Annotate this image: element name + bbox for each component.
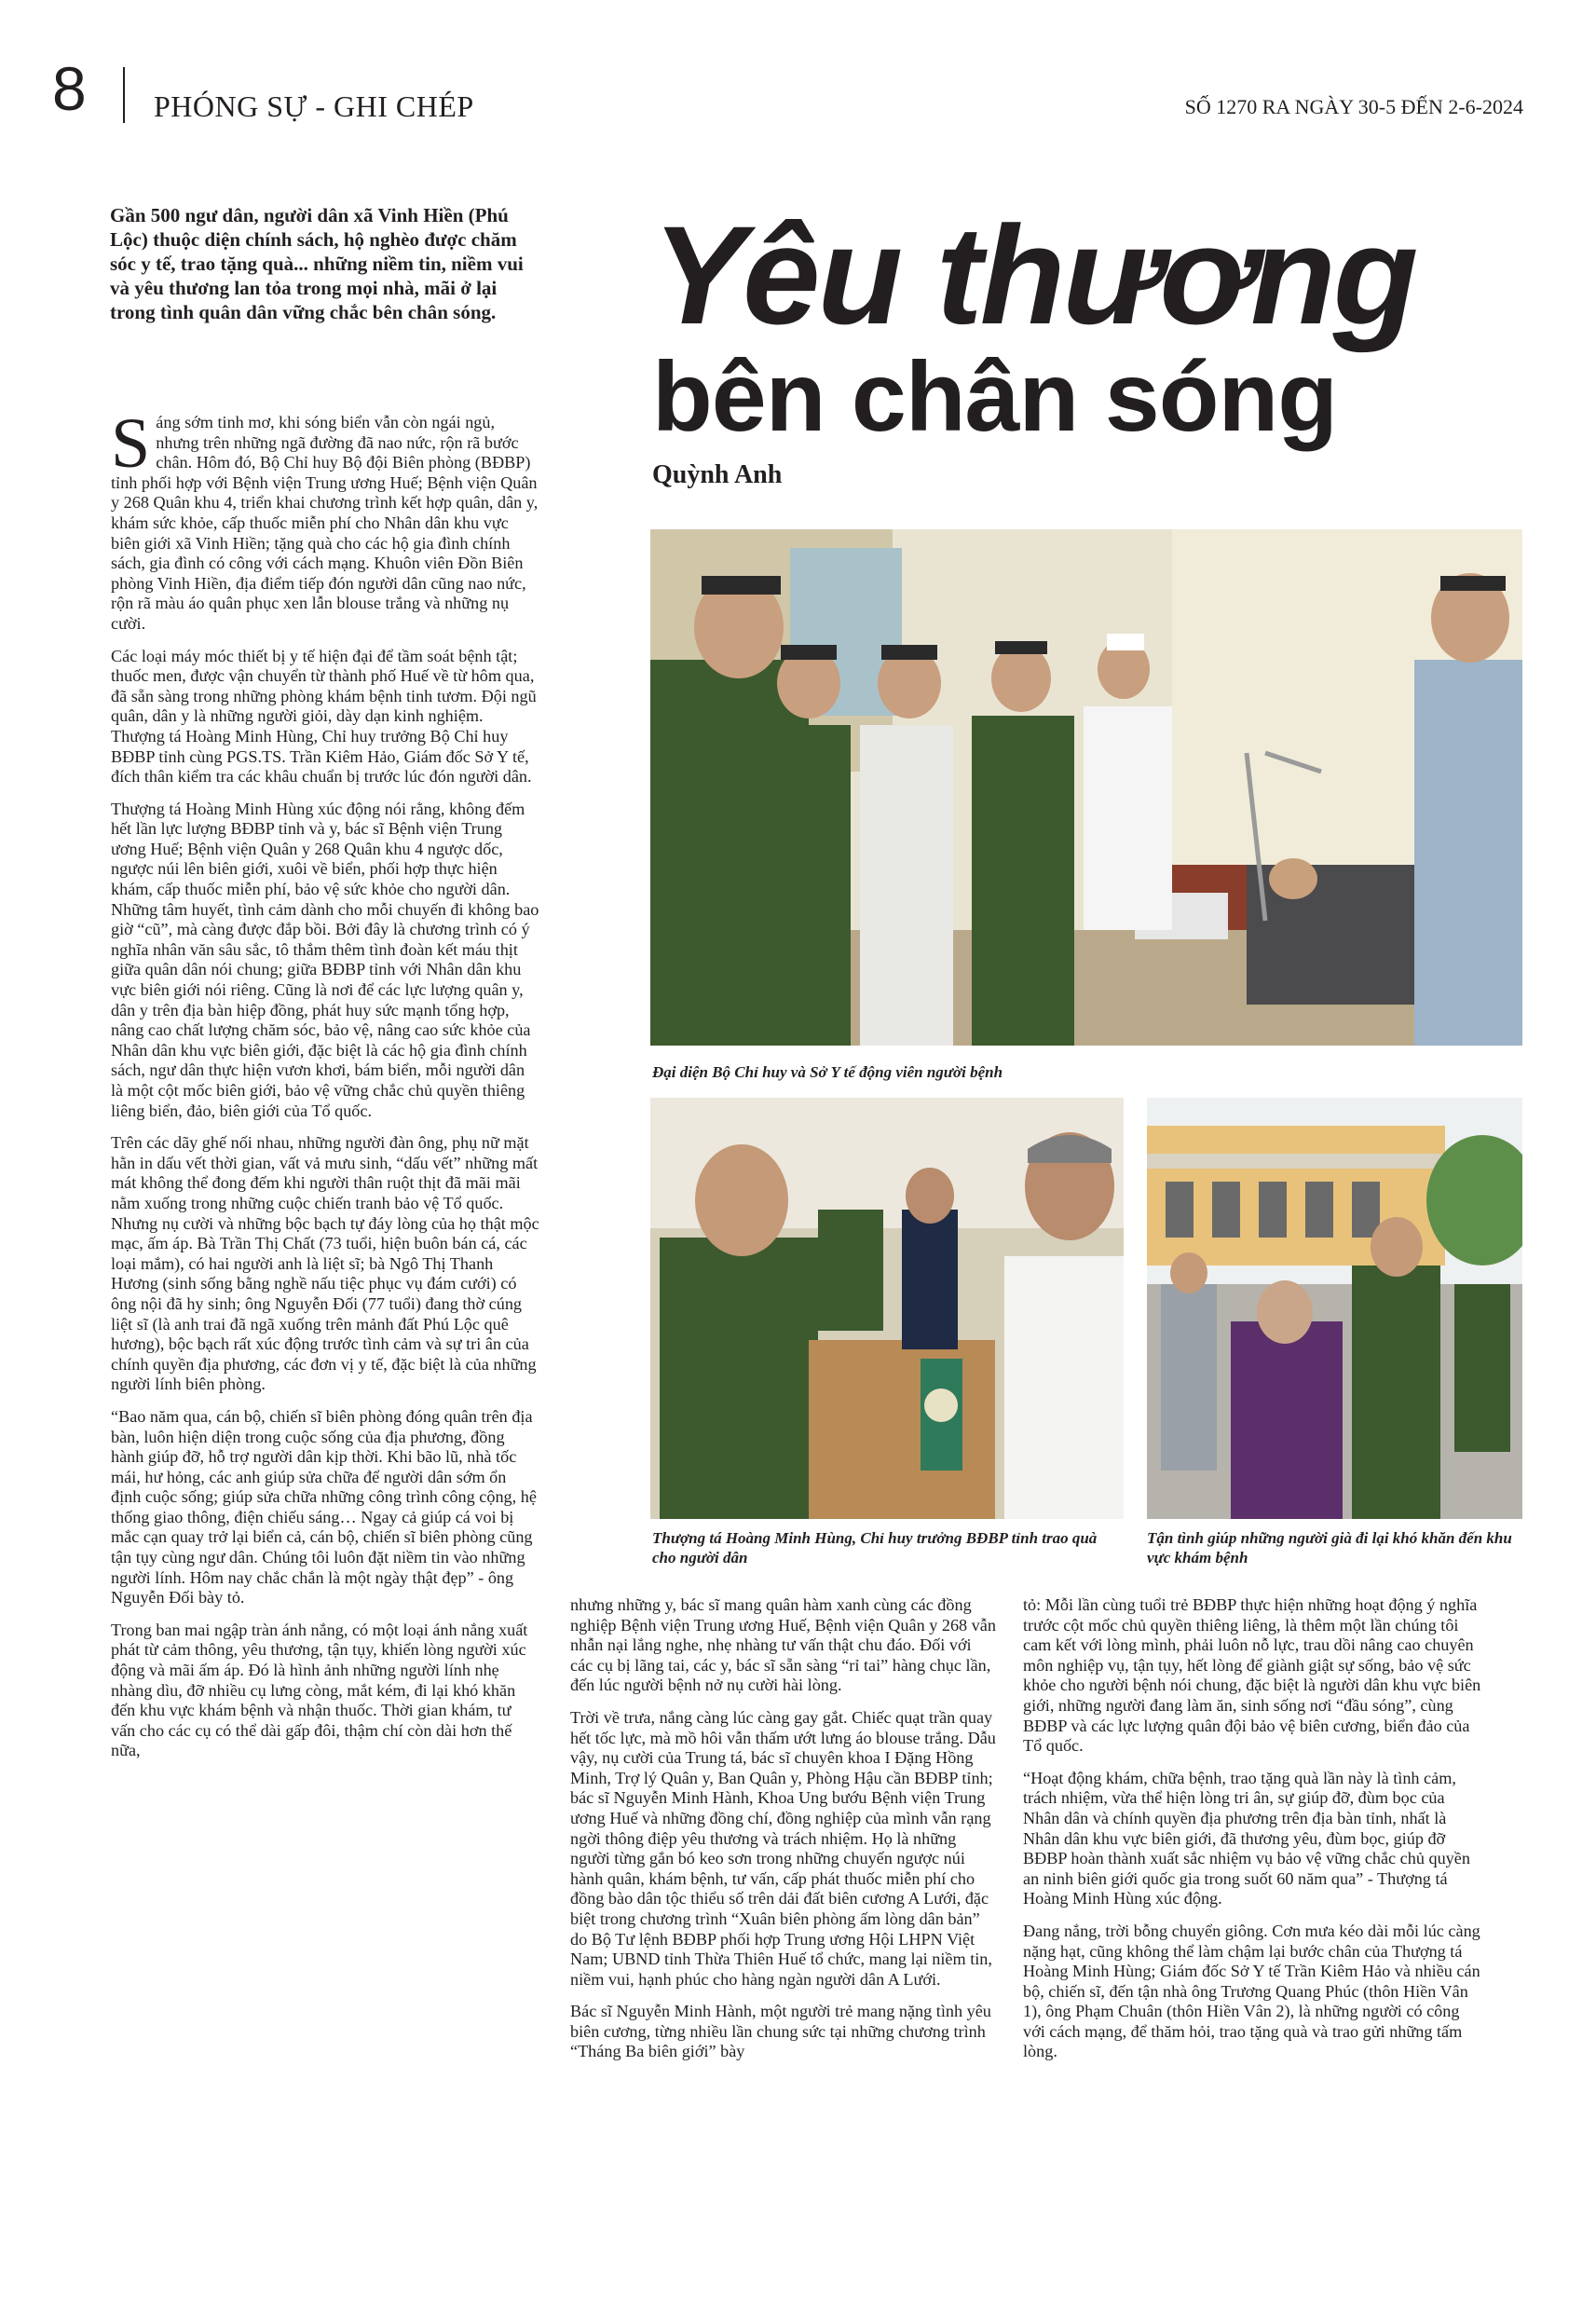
paragraph-text: áng sớm tinh mơ, khi sóng biển vẫn còn ngái ngủ, nhưng trên những ngã đường đã nao nức, rộn rã bước chân. Hôm đó, Bộ Chỉ huy Bộ đội Biên phòng (BĐBP) tỉnh phối hợp với Bệnh viện Trung ương Huế; Bệnh viện Quân y 268 Quân khu 4, triển khai chương trình kết hợp quân, dân y, khám sức khỏe, cấp thuốc miễn phí cho Nhân dân khu vực biên giới xã Vinh Hiền; tặng quà cho các hộ gia đình chính sách, gia đình có công với cách mạng. Khuôn viên Đồn Biên phòng Vinh Hiền, địa điểm tiếp đón người dân cũng nao nức, rộn rã màu áo quân phục xen lẫn blouse trắng và những nụ cười. <box>111 413 539 633</box>
article-title-line-1: Yêu thương <box>652 197 1416 353</box>
article-paragraph: nhưng những y, bác sĩ mang quân hàm xanh cùng các đồng nghiệp Bệnh viện Trung ương Huế, Bệnh viện Quân y 268 vẫn nhẫn nại lắng nghe, nhẹ nhàng tư vấn thật chu đáo. Đối với các cụ bị lãng tai, các y, bác sĩ sẵn sàng “rỉ tai” hàng chục lần, đến lúc người bệnh nở nụ cười hài lòng. <box>570 1595 996 1695</box>
article-paragraph: “Hoạt động khám, chữa bệnh, trao tặng quà lần này là tình cảm, trách nhiệm, vừa thể hiện lòng tri ân, sự giúp đỡ, đùm bọc của Nhân dân và chính quyền địa phương trên địa bàn tỉnh, nhất là Nhân dân khu vực biên giới, đã thương yêu, đùm bọc, giúp đỡ BĐBP hoàn thành xuất sắc nhiệm vụ bảo vệ vững chắc chủ quyền an ninh biên giới quốc gia trong suốt 60 năm qua” - Thượng tá Hoàng Minh Hùng xúc động. <box>1023 1768 1470 1908</box>
article-paragraph: “Bao năm qua, cán bộ, chiến sĩ biên phòng đóng quân trên địa bàn, luôn hiện diện trong cuộc sống của địa phương, đồng hành giúp đỡ, hỗ trợ người dân kịp thời. Khi bão lũ, nhà tốc mái, hư hỏng, các anh giúp sửa chữa để người dân sớm ổn định cuộc sống; giúp sửa chữa những công trình công cộng, hệ thống giao thông, điện chiếu sáng… Ngay cả giúp cá voi bị mắc cạn quay trở lại biển cả, cán bộ, chiến sĩ biên phòng cũng tận tụy cùng ngư dân. Chúng tôi luôn đặt niềm tin vào những người lính. Hôm nay chắc chắn là một ngày thật đẹp” - ông Nguyễn Đối bày tỏ. <box>111 1406 537 1607</box>
article-paragraph: tỏ: Mỗi lần cùng tuổi trẻ BĐBP thực hiện những hoạt động ý nghĩa trước cột mốc chủ quyền thiêng liêng, là thêm một lần chúng tôi cam kết với lòng mình, phải luôn nỗ lực, trau dồi nâng cao chuyên môn nghiệp vụ, tận tụy, hết lòng để giành giật sự sống, bảo vệ sức khỏe cho người bệnh nói chung, đặc biệt là người dân khu vực biên giới, những người đang làm ăn, sinh sống nơi “đầu sóng”, cùng BĐBP và các lực lượng quân đội bảo vệ biên cương, biển đảo của Tổ quốc. <box>1023 1595 1481 1756</box>
photo-caption-1: Đại diện Bộ Chỉ huy và Sở Y tế động viên người bệnh <box>652 1063 1003 1081</box>
issue-info: SỐ 1270 RA NGÀY 30-5 ĐẾN 2-6-2024 <box>1184 95 1523 118</box>
article-paragraph: Bác sĩ Nguyễn Minh Hành, một người trẻ mang nặng tình yêu biên cương, từng nhiều lần chung sức tại những chương trình “Tháng Ba biên giới” bày <box>570 2002 991 2061</box>
article-paragraph-1 <box>111 404 539 635</box>
drop-cap: S <box>111 404 151 483</box>
article-paragraph: Đang nắng, trời bỗng chuyển giông. Cơn mưa kéo dài mỗi lúc càng nặng hạt, cũng không thể làm chậm lại bước chân của Thượng tá Hoàng Minh Hùng; Giám đốc Sở Y tế Trần Kiêm Hảo và nhiều cán bộ, chiến sĩ, đến tận nhà ông Trương Quang Phúc (thôn Hiền Vân 1), ông Phạm Chuân (thôn Hiền Vân 2), là những người có công với cách mạng, để thăm hỏi, trao tặng quà và trao gửi những tấm lòng. <box>1023 1921 1480 2061</box>
section-title: PHÓNG SỰ - GHI CHÉP <box>154 89 474 123</box>
article-column-left <box>111 404 539 1773</box>
page-number: 8 <box>52 54 87 123</box>
article-paragraph: Trời về trưa, nắng càng lúc càng gay gắt. Chiếc quạt trần quay hết tốc lực, mà mồ hôi vẫn thấm ướt lưng áo blouse trắng. Dẫu vậy, nụ cười của Trung tá, bác sĩ chuyên khoa I Đặng Hồng Minh, Trợ lý Quân y, Ban Quân y, Phòng Hậu cần BĐBP tỉnh; bác sĩ Nguyễn Minh Hành, Khoa Ung bướu Bệnh viện Trung ương Huế và những đồng chí, đồng nghiệp của mình vẫn rạng ngời thông điệp yêu thương và trách nhiệm. Họ là những người từng gắn bó keo sơn trong những chuyến ngược núi hành quân, khám bệnh, tư vấn, cấp phát thuốc miễn phí cho đồng bào dân tộc thiểu số trên dải đất biên cương A Lưới, đặc biệt trong chương trình “Xuân biên phòng ấm lòng dân bản” do Bộ Tư lệnh BĐBP phối hợp Trung ương Hội LHPN Việt Nam; UBND tỉnh Thừa Thiên Huế tổ chức, mang lại niềm tin, niềm vui, hạnh phúc cho hàng ngàn người dân A Lưới. <box>570 1707 996 1989</box>
article-paragraph: Các loại máy móc thiết bị y tế hiện đại để tầm soát bệnh tật; thuốc men, được vận chuyển từ thành phố Huế về từ hôm qua, đã sẵn sàng trong những phòng khám bệnh tinh tươm. Đội ngũ quân, dân y là những người giỏi, dày dạn kinh nghiệm. Thượng tá Hoàng Minh Hùng, Chỉ huy trưởng Bộ Chỉ huy BĐBP tỉnh cùng PGS.TS. Trần Kiêm Hảo, Giám đốc Sở Y tế, đích thân kiểm tra các khâu chuẩn bị trước lúc đón người dân. <box>111 646 537 787</box>
photo-caption-3: Tận tình giúp những người già đi lại khó khăn đến khu vực khám bệnh <box>1147 1529 1512 1566</box>
article-paragraph: Trên các dãy ghế nối nhau, những người đàn ông, phụ nữ mặt hằn in dấu vết thời gian, vất vả mưu sinh, “dấu vết” những mất mát không thể đong đếm khi người thân ruột thịt đã mãi mãi nằm xuống trong những cuộc chiến tranh bảo vệ Tổ quốc. Nhưng nụ cười và những bộc bạch tự đáy lòng của họ thật mộc mạc, ấm áp. Bà Trần Thị Chất (73 tuổi, hiện buôn bán cá, các loại mắm), có hai người anh là liệt sĩ; bà Ngô Thị Thanh Hương (sinh sống bằng nghề nấu tiệc phục vụ đám cưới) có ông nội đã hy sinh; ông Nguyễn Đối (77 tuổi) đang thờ cúng liệt sĩ (là anh trai đã ngã xuống trên mảnh đất Phú Lộc quê hương), bộc bạch rất xúc động trước tình cảm và sự tri ân của chính quyền địa phương, các đơn vị y tế, đặc biệt là của những người lính biên phòng. <box>111 1133 539 1394</box>
article-lead: Gần 500 ngư dân, người dân xã Vinh Hiền (Phú Lộc) thuộc diện chính sách, hộ nghèo được chăm sóc y tế, trao tặng quà... những niềm tin, niềm vui và yêu thương lan tỏa trong mọi nhà, mãi ở lại trong tình quân dân vững chắc bên chân sóng. <box>110 204 524 323</box>
article-paragraph: Trong ban mai ngập tràn ánh nắng, có một loại ánh nắng xuất phát từ cảm thông, yêu thương, tận tụy, khiến lòng người xúc động và mãi ấm áp. Đó là hình ảnh những người lính nhẹ nhàng dìu, đỡ nhiều cụ lưng còng, mắt kém, đi lại khó khăn đến khu vực khám bệnh và nhận thuốc. Thời gian khám, tư vấn cho các cụ có thể dài gấp đôi, thậm chí còn dài hơn thế nữa, <box>111 1620 528 1760</box>
article-column-right <box>1023 1595 1485 2074</box>
photo-medical-visit <box>650 529 1522 1046</box>
photo-caption-2: Thượng tá Hoàng Minh Hùng, Chỉ huy trưởng BĐBP tỉnh trao quà cho người dân <box>652 1529 1098 1566</box>
article-title-line-2: bên chân sóng <box>652 342 1337 452</box>
article-byline: Quỳnh Anh <box>652 460 783 489</box>
article-column-middle <box>570 1595 997 2074</box>
header-divider <box>123 67 125 123</box>
photo-gift-giving <box>650 1098 1124 1519</box>
photo-helping-elderly <box>1147 1098 1522 1519</box>
article-paragraph: Thượng tá Hoàng Minh Hùng xúc động nói rằng, không đếm hết lần lực lượng BĐBP tỉnh và y, bác sĩ Bệnh viện Trung ương Huế; Bệnh viện Quân y 268 Quân khu 4 ngược dốc, ngược núi lên biên giới, xuôi về biển, phối hợp thực hiện khám, cấp thuốc miễn phí, bảo vệ sức khỏe cho người dân. Những tâm huyết, tình cảm dành cho mỗi chuyến đi không bao giờ “cũ”, mà càng được đắp bồi. Bởi đây là chương trình có ý nghĩa nhân văn sâu sắc, tô thắm thêm tình đoàn kết máu thịt giữa quân dân nói chung; giữa BĐBP tỉnh với Nhân dân khu vực biên giới nói riêng. Cũng là nơi để các lực lượng quân y, dân y trên địa bàn hiệp đồng, phát huy sức mạnh tổng hợp, nâng cao chất lượng chăm sóc, bảo vệ, nâng cao sức khỏe của Nhân dân khu vực biên giới, đặc biệt là các hộ gia đình chính sách, ngư dân thực hiện vươn khơi, bám biển, mỗi người dân là một cột mốc biên giới, bảo vệ vững chắc chủ quyền thiêng liêng biển, đảo, biên giới của Tổ quốc. <box>111 799 539 1120</box>
